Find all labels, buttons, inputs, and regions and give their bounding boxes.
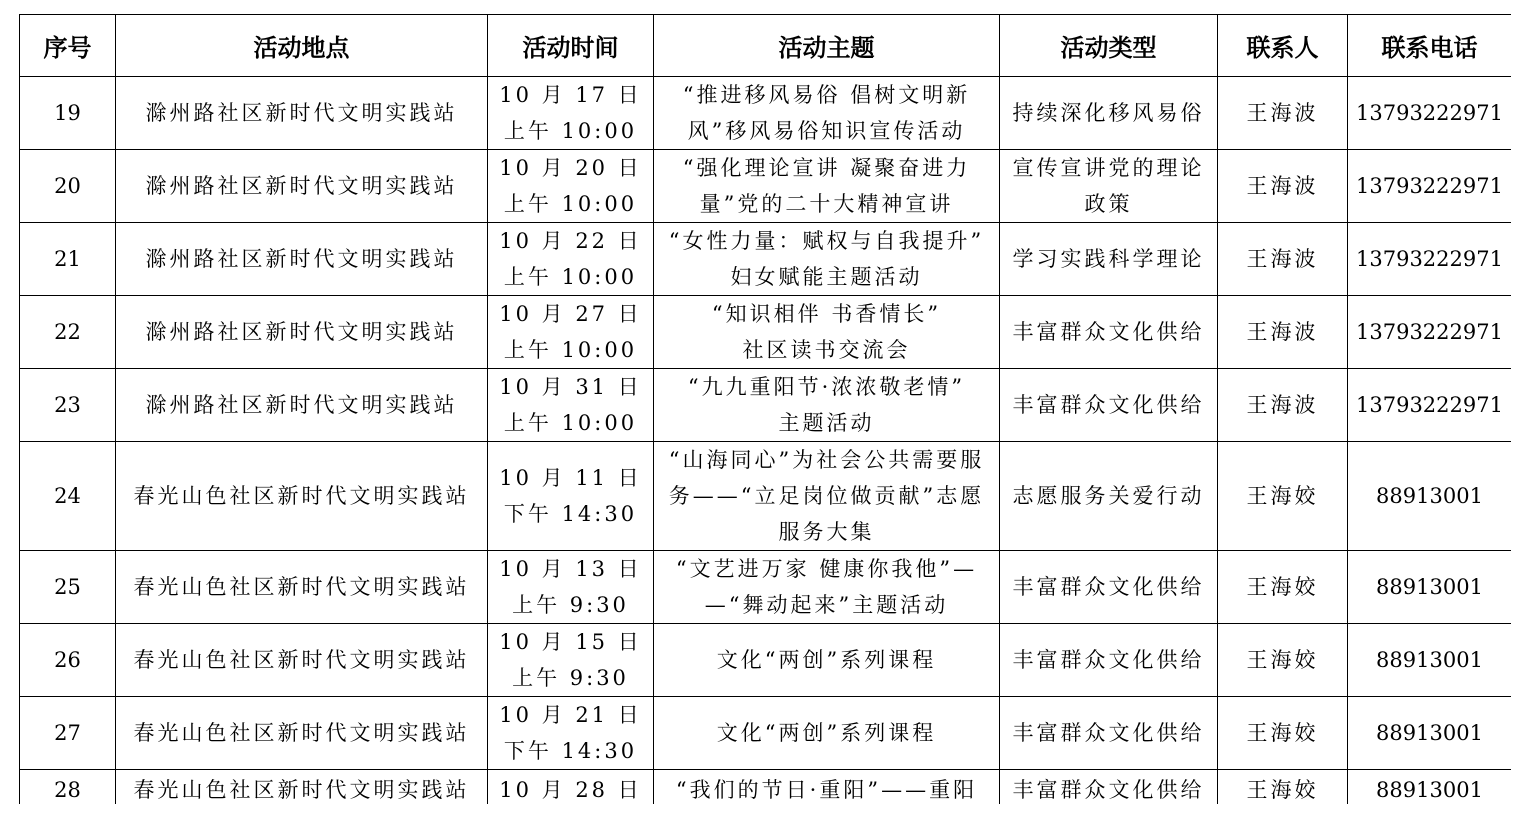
cell-time-line: 10 月 27 日 — [499, 302, 642, 326]
activity-table — [19, 14, 1511, 804]
cell-theme-line: “推进移风易俗 倡树文明新 — [682, 83, 971, 107]
cell-time-line: 上午 10:00 — [503, 265, 638, 289]
cell-contact: 王海姣 — [1218, 551, 1348, 624]
cell-time-line: 10 月 13 日 — [499, 557, 642, 581]
cell-theme-line: 量”党的二十大精神宣讲 — [699, 192, 954, 216]
cell-type-line: 丰富群众文化供给 — [1012, 320, 1205, 344]
cell-theme — [654, 150, 1000, 223]
cell-time-line: 下午 14:30 — [503, 739, 638, 763]
cell-time-line: 10 月 28 日 — [499, 777, 642, 802]
cell-theme-line: “强化理论宣讲 凝聚奋进力 — [682, 156, 971, 180]
header-type: 活动类型 — [1000, 15, 1218, 77]
cell-theme-line: “文艺进万家 健康你我他”— — [675, 557, 978, 581]
cell-location: 滁州路社区新时代文明实践站 — [116, 223, 488, 296]
cell-phone: 88913001 — [1348, 697, 1512, 770]
cell-time-line: 下午 14:30 — [503, 502, 638, 526]
cell-theme-line: —“舞动起来”主题活动 — [704, 593, 949, 617]
header-contact: 联系人 — [1218, 15, 1348, 77]
cell-theme-line: “九九重阳节·浓浓敬老情” — [687, 375, 966, 399]
table-row — [20, 296, 1512, 369]
cell-type-line: 持续深化移风易俗 — [1012, 101, 1205, 125]
cell-time — [488, 77, 654, 150]
cell-theme-line: “女性力量：赋权与自我提升” — [668, 229, 985, 253]
cell-theme — [654, 770, 1000, 805]
cell-phone: 13793222971 — [1348, 77, 1512, 150]
cell-type-line: 志愿服务关爱行动 — [1012, 484, 1205, 508]
cell-theme-line: 妇女赋能主题活动 — [730, 265, 923, 289]
header-serial-no: 序号 — [20, 15, 116, 77]
cell-type-line: 政策 — [1084, 192, 1133, 216]
table-header-row — [20, 15, 1512, 77]
cell-serial-no: 25 — [20, 551, 116, 624]
cell-type-line: 丰富群众文化供给 — [1012, 648, 1205, 672]
cell-theme-line: “山海同心”为社会公共需要服 — [668, 448, 985, 472]
cell-theme-line: 主题活动 — [778, 411, 875, 435]
cell-theme-line: 服务大集 — [778, 520, 875, 544]
cell-time-line: 10 月 20 日 — [499, 156, 642, 180]
cell-serial-no: 27 — [20, 697, 116, 770]
cell-type — [1000, 77, 1218, 150]
cell-location: 滁州路社区新时代文明实践站 — [116, 296, 488, 369]
table-row — [20, 442, 1512, 551]
cell-serial-no: 22 — [20, 296, 116, 369]
cell-time-line: 10 月 22 日 — [499, 229, 642, 253]
cell-location: 春光山色社区新时代文明实践站 — [116, 697, 488, 770]
table-row — [20, 624, 1512, 697]
cell-serial-no: 23 — [20, 369, 116, 442]
cell-serial-no: 28 — [20, 770, 116, 805]
cell-type — [1000, 369, 1218, 442]
cell-contact: 王海姣 — [1218, 624, 1348, 697]
header-location: 活动地点 — [116, 15, 488, 77]
cell-serial-no: 20 — [20, 150, 116, 223]
cell-time-line: 上午 10:00 — [503, 192, 638, 216]
cell-location: 春光山色社区新时代文明实践站 — [116, 770, 488, 805]
cell-serial-no: 26 — [20, 624, 116, 697]
cell-theme — [654, 697, 1000, 770]
cell-time-line: 上午 10:00 — [503, 411, 638, 435]
cell-theme — [654, 223, 1000, 296]
cell-type — [1000, 624, 1218, 697]
cell-time-line: 上午 10:00 — [503, 119, 638, 143]
cell-contact: 王海姣 — [1218, 770, 1348, 805]
cell-type — [1000, 150, 1218, 223]
activity-table-container — [19, 14, 1511, 804]
header-theme: 活动主题 — [654, 15, 1000, 77]
cell-type — [1000, 697, 1218, 770]
cell-theme-line: 风”移风易俗知识宣传活动 — [687, 119, 966, 143]
cell-phone: 13793222971 — [1348, 296, 1512, 369]
cell-type-line: 丰富群众文化供给 — [1012, 575, 1205, 599]
cell-location: 春光山色社区新时代文明实践站 — [116, 624, 488, 697]
cell-serial-no: 19 — [20, 77, 116, 150]
cell-theme — [654, 296, 1000, 369]
cell-phone: 88913001 — [1348, 624, 1512, 697]
cell-time — [488, 551, 654, 624]
cell-serial-no: 21 — [20, 223, 116, 296]
cell-location: 滁州路社区新时代文明实践站 — [116, 369, 488, 442]
cell-time — [488, 442, 654, 551]
table-row — [20, 551, 1512, 624]
table-row — [20, 697, 1512, 770]
table-row — [20, 77, 1512, 150]
table-row — [20, 770, 1512, 805]
cell-time-line: 上午 9:30 — [512, 593, 629, 617]
cell-theme-line: 文化“两创”系列课程 — [716, 648, 937, 672]
cell-contact: 王海波 — [1218, 150, 1348, 223]
cell-phone: 88913001 — [1348, 551, 1512, 624]
cell-theme — [654, 442, 1000, 551]
cell-location: 滁州路社区新时代文明实践站 — [116, 77, 488, 150]
cell-type-line: 丰富群众文化供给 — [1012, 393, 1205, 417]
cell-type — [1000, 551, 1218, 624]
cell-type-line: 宣传宣讲党的理论 — [1012, 156, 1205, 180]
cell-phone: 88913001 — [1348, 442, 1512, 551]
cell-serial-no: 24 — [20, 442, 116, 551]
cell-contact: 王海波 — [1218, 369, 1348, 442]
cell-theme — [654, 624, 1000, 697]
cell-location: 春光山色社区新时代文明实践站 — [116, 442, 488, 551]
cell-theme-line: 文化“两创”系列课程 — [716, 721, 937, 745]
cell-time — [488, 624, 654, 697]
cell-location: 滁州路社区新时代文明实践站 — [116, 150, 488, 223]
cell-theme — [654, 369, 1000, 442]
cell-contact: 王海波 — [1218, 77, 1348, 150]
cell-contact: 王海姣 — [1218, 697, 1348, 770]
cell-contact: 王海波 — [1218, 223, 1348, 296]
cell-time — [488, 223, 654, 296]
cell-time — [488, 150, 654, 223]
cell-type-line: 学习实践科学理论 — [1012, 247, 1205, 271]
cell-phone: 13793222971 — [1348, 150, 1512, 223]
cell-time-line: 上午 9:30 — [512, 666, 629, 690]
cell-time-line: 10 月 21 日 — [499, 703, 642, 727]
cell-phone: 13793222971 — [1348, 369, 1512, 442]
cell-theme-line: 务——“立足岗位做贡献”志愿 — [668, 484, 985, 508]
cell-location: 春光山色社区新时代文明实践站 — [116, 551, 488, 624]
cell-time-line: 10 月 31 日 — [499, 375, 642, 399]
cell-theme — [654, 551, 1000, 624]
cell-contact: 王海姣 — [1218, 442, 1348, 551]
cell-type — [1000, 296, 1218, 369]
cell-time — [488, 369, 654, 442]
cell-type — [1000, 770, 1218, 805]
cell-time-line: 上午 10:00 — [503, 338, 638, 362]
cell-type-line: 丰富群众文化供给 — [1012, 777, 1205, 802]
cell-theme-line: “知识相伴 书香情长” — [711, 302, 942, 326]
cell-contact: 王海波 — [1218, 296, 1348, 369]
cell-type — [1000, 442, 1218, 551]
header-phone: 联系电话 — [1348, 15, 1512, 77]
table-row — [20, 369, 1512, 442]
cell-time-line: 10 月 15 日 — [499, 630, 642, 654]
cell-theme — [654, 77, 1000, 150]
cell-phone: 13793222971 — [1348, 223, 1512, 296]
cell-time-line: 10 月 11 日 — [499, 466, 642, 490]
cell-theme-line: “我们的节日·重阳”——重阳 — [675, 777, 978, 802]
header-time: 活动时间 — [488, 15, 654, 77]
cell-phone: 88913001 — [1348, 770, 1512, 805]
cell-time-line: 10 月 17 日 — [499, 83, 642, 107]
cell-type — [1000, 223, 1218, 296]
cell-type-line: 丰富群众文化供给 — [1012, 721, 1205, 745]
cell-theme-line: 社区读书交流会 — [742, 338, 911, 362]
cell-time — [488, 770, 654, 805]
table-row — [20, 150, 1512, 223]
table-row — [20, 223, 1512, 296]
cell-time — [488, 296, 654, 369]
cell-time — [488, 697, 654, 770]
